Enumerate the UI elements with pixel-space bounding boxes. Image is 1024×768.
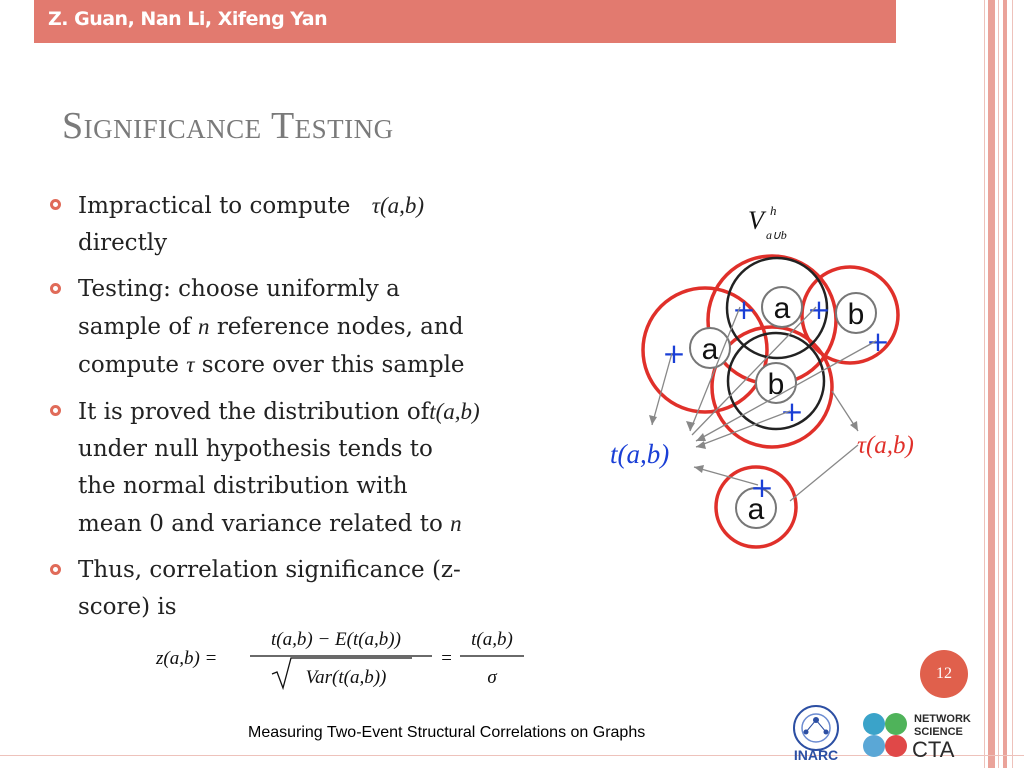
- bullet-item: [46, 187, 606, 262]
- arrowhead: [694, 465, 704, 473]
- formula-numerator-2: t(a,b): [471, 629, 513, 650]
- z-score-formula: [150, 622, 550, 694]
- math-n: n: [450, 511, 462, 536]
- frame-line: [984, 0, 985, 768]
- frame-stripe: [988, 0, 995, 768]
- frame-line: [1012, 0, 1013, 768]
- arrow: [790, 445, 858, 501]
- cta-label: CTA: [912, 737, 955, 762]
- frame-stripe: [1003, 0, 1007, 768]
- plus-sign: +: [780, 395, 804, 428]
- bullet-text: score) is: [78, 594, 177, 620]
- frame-line: [998, 0, 999, 768]
- math-t-ab: t(a,b): [429, 399, 480, 424]
- formula-eq2: =: [440, 648, 453, 669]
- t-ab-label: t(a,b): [610, 439, 670, 469]
- bullet-text: Testing: choose uniformly a: [78, 276, 400, 302]
- formula-sigma: σ: [487, 667, 497, 688]
- bullet-dot: [50, 564, 61, 575]
- v-sup: h: [770, 203, 777, 218]
- bullet-text: compute: [78, 352, 179, 378]
- header-authors: Z. Guan, Nan Li, Xifeng Yan: [48, 8, 328, 30]
- v-sub: a∪b: [766, 228, 787, 242]
- arrowhead: [696, 433, 706, 441]
- node-a-label: a: [747, 493, 765, 526]
- node-diagram: [600, 195, 970, 555]
- bullet-dot: [50, 199, 61, 210]
- network-label: NETWORK: [914, 713, 971, 725]
- science-label: SCIENCE: [914, 726, 963, 738]
- bullet-text: the normal distribution with: [78, 473, 408, 499]
- math-tau-ab: τ(a,b): [371, 193, 425, 218]
- bullet-text: It is proved the distribution of: [78, 399, 430, 425]
- bullet-text: under null hypothesis tends to: [78, 436, 433, 462]
- bullet-dot: [50, 405, 61, 416]
- bullet-item: [46, 271, 606, 384]
- network-science-logo: [860, 710, 912, 762]
- bullet-text: score over this sample: [201, 352, 465, 378]
- node-b-label: b: [767, 368, 785, 401]
- formula-lhs: z(a,b) =: [156, 648, 218, 669]
- slide-footer: Measuring Two-Event Structural Correlations on Graphs: [248, 724, 646, 741]
- plus-sign: +: [732, 293, 756, 326]
- arrowhead: [696, 441, 706, 449]
- v-label: V: [748, 206, 764, 235]
- bullet-dot: [50, 283, 61, 294]
- math-n: n: [198, 314, 210, 339]
- inarc-logo: [776, 700, 856, 764]
- math-tau: τ: [186, 352, 195, 377]
- node-a-label: a: [701, 333, 719, 366]
- tau-ab-label: τ(a,b): [857, 432, 914, 459]
- formula-denominator: Var(t(a,b)): [305, 667, 387, 688]
- bullet-text: reference nodes, and: [216, 314, 464, 340]
- plus-sign: +: [807, 293, 831, 326]
- plus-sign: +: [662, 337, 686, 370]
- bullet-text: Thus, correlation significance (z-: [78, 557, 461, 583]
- bullet-item: [46, 393, 606, 543]
- bullet-item: [46, 552, 606, 626]
- bullet-text: directly: [78, 230, 168, 256]
- node-a-label: a: [773, 292, 791, 325]
- slide-title: Significance Testing: [62, 105, 394, 147]
- formula-numerator: t(a,b) − E(t(a,b)): [271, 629, 401, 650]
- arrowhead: [850, 421, 858, 431]
- plus-sign: +: [866, 325, 890, 358]
- bullet-text: Impractical to compute: [78, 193, 351, 219]
- plus-sign: +: [750, 471, 774, 504]
- node-b-label: b: [847, 298, 865, 331]
- inarc-text: INARC: [793, 747, 839, 763]
- bullet-text: sample of: [78, 314, 191, 340]
- bullet-list: [46, 187, 606, 635]
- page-number-badge: 12: [920, 650, 968, 698]
- bullet-text: mean 0 and variance related to: [78, 511, 443, 537]
